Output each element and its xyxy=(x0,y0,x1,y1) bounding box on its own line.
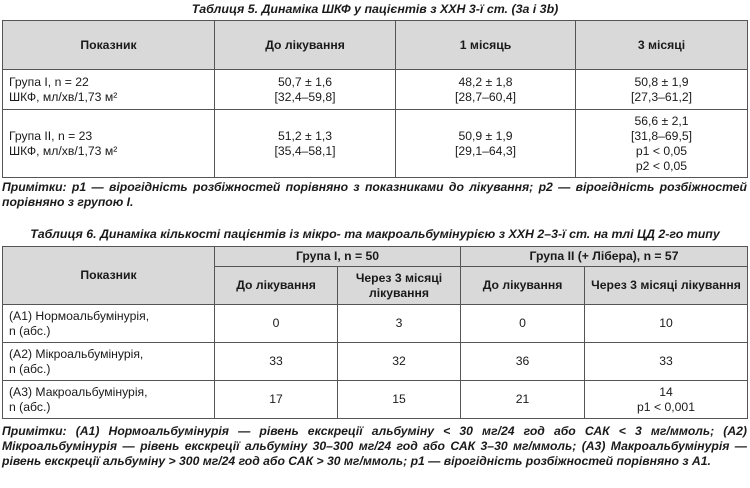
table6-note: Примітки: (А1) Нормоальбумінурія — рівень екскреції альбуміну < 30 мг/24 год або САК < 3 мг/ммоль; (А2) Мікроальбумінурія — рівень екскреції альбуміну 30–300 мг/24 год або САК 3–30 мг/ммоль; (А3) Макроальбумінурія — рівень екскреції альбуміну > 300 мг/24 год або САК > 30 мг/ммоль; p1 — вірогідність розбіжностей порівняно з А1. xyxy=(2,424,747,468)
table-row xyxy=(3,70,748,110)
table6-row2-g2-after: 33 xyxy=(585,343,748,381)
table6-row3-label: (А3) Макроальбумінурія, n (абс.) xyxy=(3,381,215,419)
table6-header-group1: Група I, n = 50 xyxy=(215,247,461,267)
table5-row2-1month: 50,9 ± 1,9 [29,1–64,3] xyxy=(396,110,576,178)
table5-header-3months: 3 місяці xyxy=(576,21,748,70)
table6-row1-g1-before: 0 xyxy=(215,305,338,343)
table5-note: Примітки: p1 — вірогідність розбіжностей порівняно з показниками до лікування; p2 — вірогідність розбіжностей порівняно з групою I. xyxy=(2,180,747,209)
table6-row3-g2-after: 14 p1 < 0,001 xyxy=(585,381,748,419)
table5-caption: Таблиця 5. Динаміка ШКФ у пацієнтів з ХХН 3-ї ст. (3а і 3b) xyxy=(191,2,559,16)
table6-header-indicator: Показник xyxy=(3,247,215,305)
table6-subheader-g2-before: До лікування xyxy=(461,267,585,305)
table-row xyxy=(3,381,748,419)
table6-caption: Таблиця 6. Динаміка кількості пацієнтів із мікро- та макроальбумінурією з ХХН 2–3-ї ст. на тлі ЦД 2-го типу xyxy=(30,227,720,241)
table6-row2-g2-before: 36 xyxy=(461,343,585,381)
table5-row1-3months: 50,8 ± 1,9 [27,3–61,2] xyxy=(576,70,748,110)
table5 xyxy=(2,20,748,178)
table-row xyxy=(3,343,748,381)
table5-row1-1month: 48,2 ± 1,8 [28,7–60,4] xyxy=(396,70,576,110)
table5-header-before: До лікування xyxy=(215,21,396,70)
table6-row2-label: (А2) Мікроальбумінурія, n (абс.) xyxy=(3,343,215,381)
table5-row1-label: Група I, n = 22 ШКФ, мл/хв/1,73 м² xyxy=(3,70,215,110)
table6-row1-label: (А1) Нормоальбумінурія, n (абс.) xyxy=(3,305,215,343)
table5-header-1month: 1 місяць xyxy=(396,21,576,70)
table6-header-group2: Група II (+ Лібера), n = 57 xyxy=(461,247,748,267)
table6-row3-g2-before: 21 xyxy=(461,381,585,419)
table6-subheader-g2-after: Через 3 місяці лікування xyxy=(585,267,748,305)
table6-subheader-g1-before: До лікування xyxy=(215,267,338,305)
table6-subheader-g1-after: Через 3 місяці лікування xyxy=(338,267,461,305)
table6-row2-g1-before: 33 xyxy=(215,343,338,381)
table6 xyxy=(2,246,748,419)
table5-row2-3months: 56,6 ± 2,1 [31,8–69,5] p1 < 0,05 p2 < 0,05 xyxy=(576,110,748,178)
table-row xyxy=(3,305,748,343)
table5-row1-before: 50,7 ± 1,6 [32,4–59,8] xyxy=(215,70,396,110)
table6-row3-g1-after: 15 xyxy=(338,381,461,419)
table6-row2-g1-after: 32 xyxy=(338,343,461,381)
table6-row1-g2-before: 0 xyxy=(461,305,585,343)
table6-row3-g1-before: 17 xyxy=(215,381,338,419)
table5-row2-label: Група II, n = 23 ШКФ, мл/хв/1,73 м² xyxy=(3,110,215,178)
table5-row2-before: 51,2 ± 1,3 [35,4–58,1] xyxy=(215,110,396,178)
table6-row1-g1-after: 3 xyxy=(338,305,461,343)
table5-header-indicator: Показник xyxy=(3,21,215,70)
table-row xyxy=(3,110,748,178)
table6-row1-g2-after: 10 xyxy=(585,305,748,343)
